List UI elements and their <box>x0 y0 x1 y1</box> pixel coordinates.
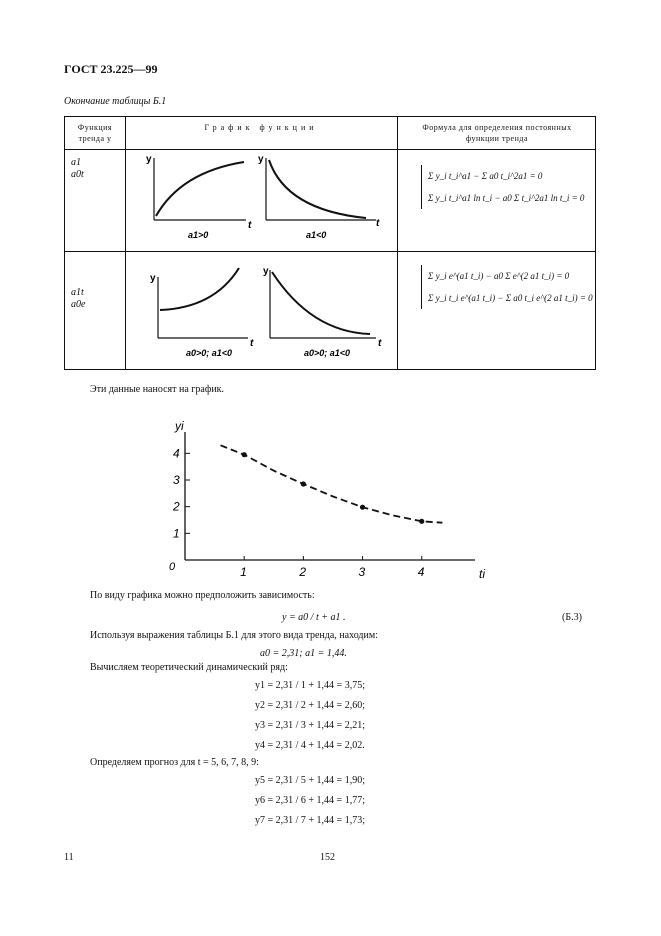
chart-ylabel: yi <box>175 419 184 433</box>
trend-curve <box>272 272 370 334</box>
formula-line: Σ y_i t_i e^(a1 t_i) − Σ a0 t_i e^(2 a1 t_i) = 0 <box>428 293 593 303</box>
equation-b3: y = a0 / t + a1 . <box>282 612 346 623</box>
y-tick-label: 3 <box>173 473 180 487</box>
chart-xlabel: ti <box>479 567 485 581</box>
series-value: y2 = 2,31 / 2 + 1,44 = 2,60; <box>255 700 365 711</box>
graph-label: a1<0 <box>306 230 327 240</box>
x-tick-label: 4 <box>417 565 425 579</box>
trend-curve <box>269 160 366 218</box>
graph-label: a0>0; a1<0 <box>186 348 233 358</box>
series-value: y1 = 2,31 / 1 + 1,44 = 3,75; <box>255 680 365 691</box>
axis-t-label: t <box>248 220 252 231</box>
row2-function <box>71 287 85 311</box>
graph-intro-text: Эти данные наносят на график. <box>90 384 225 395</box>
paragraph: Определяем прогноз для t = 5, 6, 7, 8, 9: <box>90 757 259 768</box>
series-value: y3 = 2,31 / 3 + 1,44 = 2,21; <box>255 720 365 731</box>
y-tick-label: 1 <box>173 526 180 541</box>
graph-label: a1>0 <box>188 230 209 240</box>
row2-formula <box>421 265 600 309</box>
paragraph: По виду графика можно предположить зависимость: <box>90 590 315 601</box>
chart-ticks <box>172 446 425 579</box>
formula-line: Σ y_i t_i^a1 − Σ a0 t_i^2a1 = 0 <box>428 171 543 181</box>
table-header-graph: График функции <box>204 123 318 132</box>
row1-graphs <box>126 150 397 250</box>
paragraph: Используя выражения таблицы Б.1 для этого вида тренда, находим: <box>90 630 378 641</box>
x-tick-label: 3 <box>358 565 366 579</box>
coefficients: a0 = 2,31; a1 = 1,44. <box>260 648 347 659</box>
footer-left-number: 11 <box>64 852 74 863</box>
row2-graphs <box>126 252 397 370</box>
x-tick-label: 1 <box>240 565 247 579</box>
trend-line <box>221 445 443 522</box>
formula-line: Σ y_i e^(a1 t_i) − a0 Σ e^(2 a1 t_i) = 0 <box>428 271 570 281</box>
forecast-value: y7 = 2,31 / 7 + 1,44 = 1,73; <box>255 815 365 826</box>
x-tick-label: 2 <box>299 565 307 579</box>
row1-formula <box>421 165 600 209</box>
func-text: a1 <box>71 157 81 168</box>
func-text: a0t <box>71 169 84 180</box>
formula-line: Σ y_i t_i^a1 ln t_i − a0 Σ t_i^2a1 ln t_i = 0 <box>428 193 585 203</box>
axis-y-label: y <box>150 273 156 284</box>
func-text: a0e <box>71 299 86 310</box>
header-text: Функция <box>77 123 113 132</box>
table-col-divider <box>397 117 398 369</box>
axis-t-label: t <box>250 338 254 349</box>
table-header-function <box>65 122 125 144</box>
chart-origin-label: 0 <box>169 561 176 573</box>
axis-y-label: y <box>263 266 269 277</box>
page-number: 152 <box>320 852 335 863</box>
table-header-formula <box>397 122 597 144</box>
axis-t-label: t <box>376 218 380 229</box>
axis-t-label: t <box>378 338 382 349</box>
series-value: y4 = 2,31 / 4 + 1,44 = 2,02. <box>255 740 365 751</box>
row1-function <box>71 157 84 181</box>
axis-y-label: y <box>146 154 152 165</box>
data-point <box>360 505 365 510</box>
standard-header: ГОСТ 23.225—99 <box>64 62 158 76</box>
forecast-value: y6 = 2,31 / 6 + 1,44 = 1,77; <box>255 795 365 806</box>
func-text: a1t <box>71 287 84 298</box>
data-point <box>301 481 306 486</box>
trend-curve <box>160 268 239 310</box>
data-point <box>242 452 247 457</box>
header-text: Формула для определения постоянных <box>422 123 572 132</box>
forecast-value: y5 = 2,31 / 5 + 1,44 = 1,90; <box>255 775 365 786</box>
trend-table <box>64 116 596 370</box>
table-caption: Окончание таблицы Б.1 <box>64 96 167 107</box>
data-point <box>419 519 424 524</box>
y-tick-label: 2 <box>173 499 180 514</box>
paragraph: Вычисляем теоретический динамический ряд: <box>90 662 288 673</box>
axis-y-label: y <box>258 154 264 165</box>
graph-label: a0>0; a1<0 <box>304 348 351 358</box>
trend-curve <box>156 162 244 216</box>
data-points <box>242 452 425 524</box>
trend-chart <box>165 418 505 590</box>
header-text: тренда y <box>78 134 112 143</box>
header-text: функции тренда <box>465 134 529 143</box>
equation-number: (Б.3) <box>562 612 582 623</box>
y-tick-label: 4 <box>173 446 180 461</box>
